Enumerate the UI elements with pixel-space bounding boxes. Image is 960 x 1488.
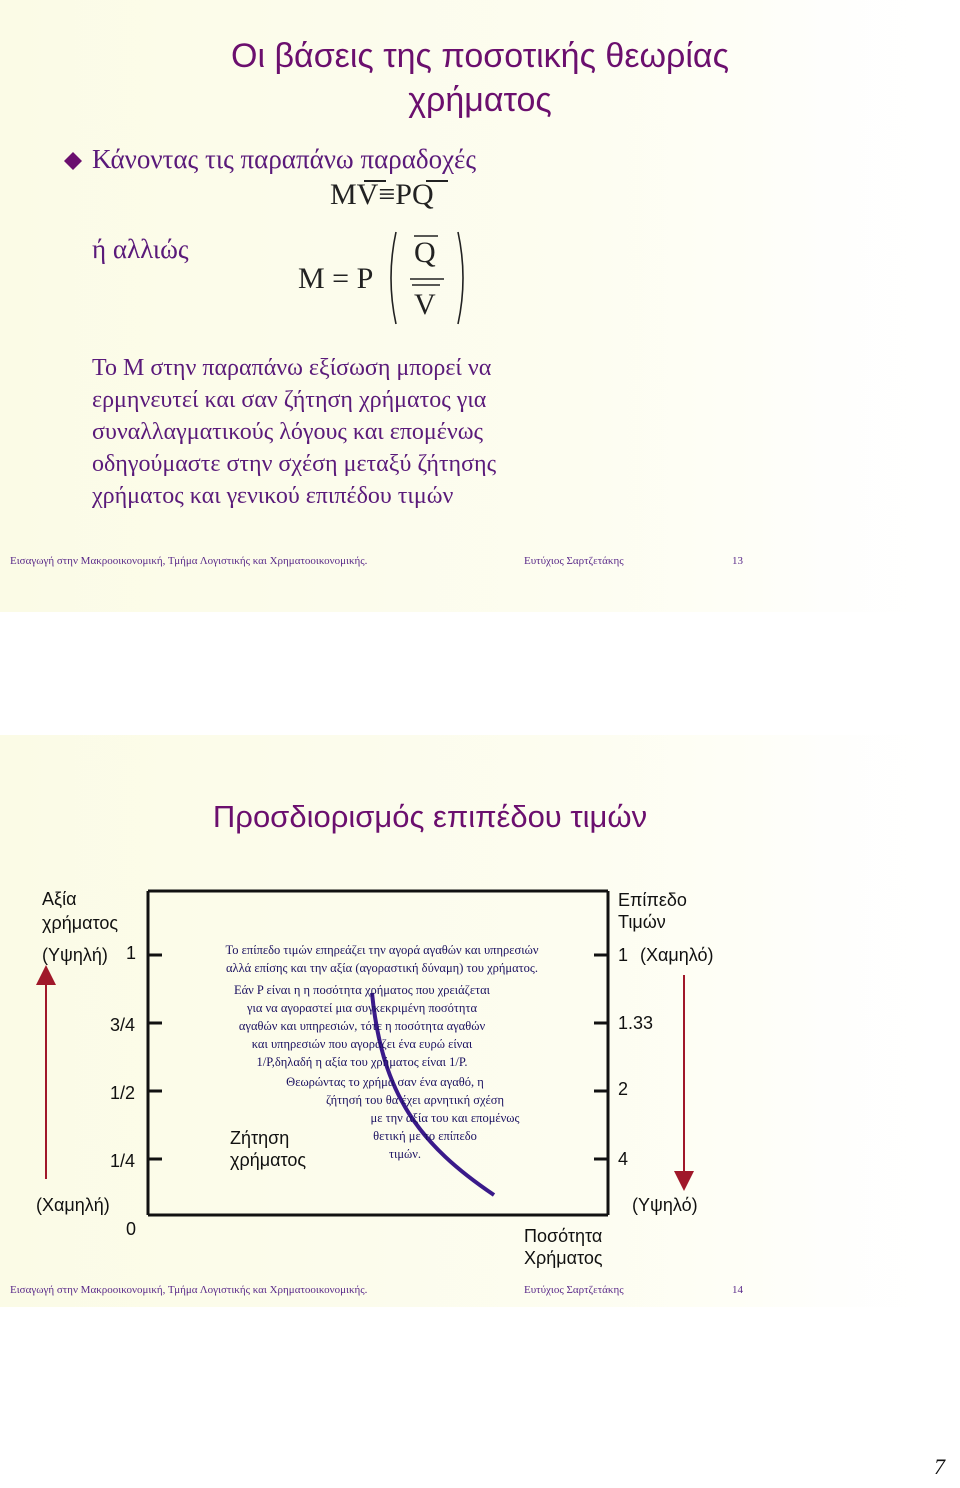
slide-title: Προσδιορισμός επιπέδου τιμών — [212, 799, 648, 834]
note-demand-relation — [210, 1073, 560, 1163]
note-line: τιμών. — [388, 1147, 422, 1161]
slide-13 — [0, 0, 960, 612]
slide-title-line-1: Οι βάσεις της ποσοτικής θεωρίας — [231, 37, 729, 75]
right-axis-title-line-1: Επίπεδο — [618, 890, 687, 910]
note-line: 1/P,δηλαδή η αξία του χρήματος είναι 1/P. — [256, 1055, 468, 1069]
right-tick-label: 1 — [618, 945, 629, 965]
note-line: Θεωρώντας το χρήμα σαν ένα αγαθό, η — [286, 1075, 484, 1089]
note-line: αλλά επίσης και την αξία (αγοραστική δύναμη) του χρήματος. — [225, 961, 538, 975]
paragraph-line: ερμηνευτεί και σαν ζήτηση χρήματος για — [92, 387, 487, 413]
note-line: Το επίπεδο τιμών επηρεάζει την αγορά αγαθών και υπηρεσιών — [225, 943, 539, 957]
paragraph-line: Το Μ στην παραπάνω εξίσωση μπορεί να — [92, 355, 492, 381]
page-number: 7 — [934, 1454, 945, 1479]
note-price-level — [172, 941, 592, 977]
left-tick-label: 1/4 — [110, 1151, 136, 1171]
note-line: ζήτησή του θα έχει αρνητική σχέση — [325, 1093, 505, 1107]
left-tick-label: 1/2 — [110, 1083, 136, 1103]
note-line: και υπηρεσιών που αγοράζει ένα ευρώ είναι — [251, 1037, 473, 1051]
equation-text: MV≡PQ — [330, 178, 434, 211]
equation-m-p: M = P — [298, 262, 374, 295]
right-axis-title-line-2: Τιμών — [618, 912, 666, 932]
x-axis-title-line-2: Χρήματος — [524, 1248, 603, 1268]
equation-bars — [330, 178, 460, 190]
footer-author: Ευτύχιος Σαρτζετάκης — [524, 555, 624, 567]
footer-slide-number: 13 — [732, 555, 743, 567]
note-line: Εάν P είναι η η ποσότητα χρήματος που χρειάζεται — [233, 983, 491, 997]
note-line: για να αγοραστεί μια συγκεκριμένη ποσότητα — [246, 1001, 478, 1015]
demand-curve-label-line-1: Ζήτηση — [230, 1128, 290, 1148]
fraction-denominator: V — [414, 288, 436, 321]
footer-course: Εισαγωγή στην Μακροοικονομική, Τμήμα Λογιστικής και Χρηματοοικονομικής. — [10, 555, 368, 567]
x-axis-title-line-1: Ποσότητα — [524, 1226, 603, 1246]
slide-title — [60, 34, 900, 122]
note-line: με την αξία του και επομένως — [370, 1111, 520, 1125]
bullet-text: Κάνοντας τις παραπάνω παραδοχές — [92, 144, 477, 174]
paragraph-line: συναλλαγματικούς λόγους και επομένως — [92, 419, 484, 445]
left-tick-label: 1 — [126, 943, 137, 963]
right-tick-label: 4 — [618, 1149, 629, 1169]
right-axis-high-label: (Υψηλό) — [632, 1195, 698, 1215]
diamond-bullet-icon — [64, 152, 82, 170]
origin-label: 0 — [126, 1219, 137, 1239]
left-axis-title-line-1: Αξία — [42, 889, 77, 909]
note-value-of-money — [172, 981, 552, 1071]
right-tick-label: 2 — [618, 1079, 629, 1099]
left-axis-low-label: (Χαμηλή) — [36, 1195, 110, 1215]
explanation-paragraph — [92, 352, 712, 512]
note-line: αγαθών και υπηρεσιών, τότε η ποσότητα αγαθών — [238, 1019, 486, 1033]
left-axis-high-label: (Υψηλή) — [42, 945, 108, 965]
alternative-label: ή αλλιώς — [92, 234, 189, 264]
note-line: θετική με το επίπεδο — [373, 1129, 477, 1143]
right-tick-label: 1.33 — [618, 1013, 654, 1033]
slide-14 — [0, 735, 960, 1307]
left-tick-label: 3/4 — [110, 1015, 136, 1035]
fraction-numerator: Q — [414, 236, 436, 269]
footer-slide-number: 14 — [732, 1284, 743, 1296]
demand-curve-label-line-2: χρήματος — [230, 1150, 307, 1170]
paragraph-line: οδηγούμαστε στην σχέση μεταξύ ζήτησης — [92, 451, 497, 477]
slide-title-line-2: χρήματος — [408, 81, 552, 119]
footer-course: Εισαγωγή στην Μακροοικονομική, Τμήμα Λογιστικής και Χρηματοοικονομικής. — [10, 1284, 368, 1296]
right-axis-low-label: (Χαμηλό) — [640, 945, 714, 965]
left-axis-title-line-2: χρήματος — [42, 913, 119, 933]
footer-author: Ευτύχιος Σαρτζετάκης — [524, 1284, 624, 1296]
paragraph-line: χρήματος και γενικού επιπέδου τιμών — [92, 483, 454, 509]
